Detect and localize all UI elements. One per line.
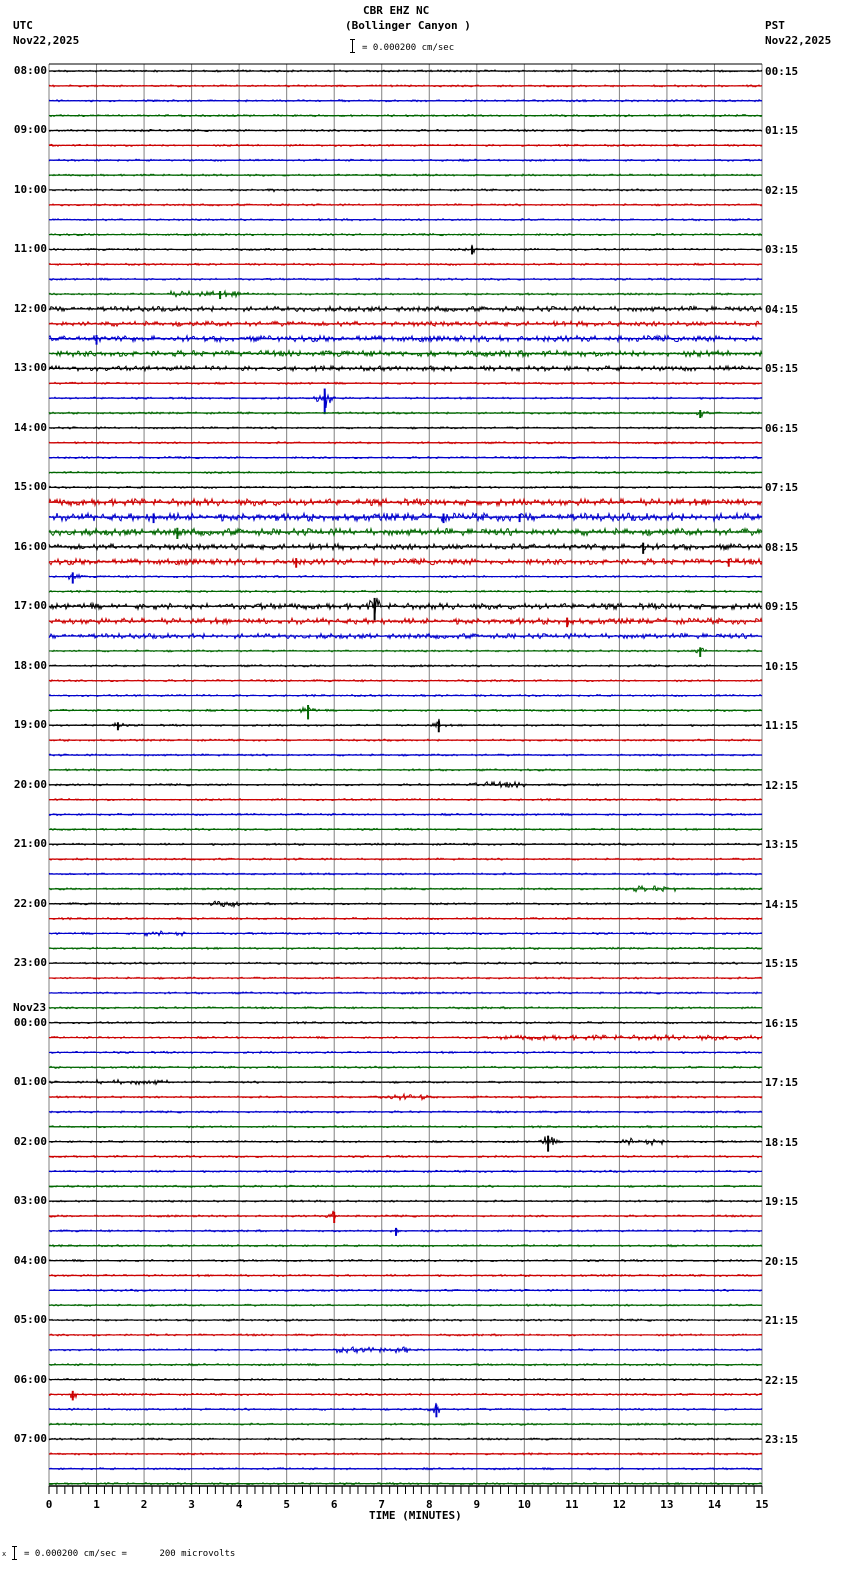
- utc-hour-label: 12:00: [13, 301, 47, 315]
- seismic-trace: [49, 1022, 762, 1024]
- seismic-trace: [49, 1245, 762, 1247]
- utc-hour-label: 10:00: [13, 182, 47, 196]
- x-tick-label: 15: [755, 1498, 769, 1511]
- seismic-trace: [49, 486, 762, 488]
- seismic-trace: [49, 665, 762, 667]
- x-tick-label: 2: [140, 1498, 148, 1511]
- seismic-trace: [49, 719, 762, 727]
- left-timezone: UTC: [13, 19, 33, 32]
- utc-hour-label: 11:00: [13, 242, 47, 256]
- utc-hour-label: 22:00: [13, 896, 47, 910]
- seismic-trace: [49, 130, 762, 132]
- footer-scale-text: = 0.000200 cm/sec = 200 microvolts: [24, 1549, 236, 1559]
- seismic-trace: [49, 1334, 762, 1336]
- seismic-trace: [49, 1347, 762, 1353]
- utc-hour-label: 06:00: [13, 1372, 47, 1386]
- seismic-trace: [49, 1438, 762, 1440]
- pst-hour-label: 11:15: [765, 719, 799, 733]
- seismic-trace: [49, 1200, 762, 1202]
- pst-hour-label: 16:15: [765, 1016, 799, 1030]
- right-date: Nov22,2025: [765, 34, 832, 47]
- pst-hour-label: 03:15: [765, 243, 799, 257]
- seismic-trace: [49, 457, 762, 459]
- pst-hour-label: 02:15: [765, 183, 799, 197]
- seismic-trace: [49, 695, 762, 697]
- seismic-trace: [49, 234, 762, 236]
- utc-hour-label: 15:00: [13, 480, 47, 494]
- seismic-trace: [49, 1185, 762, 1187]
- pst-hour-label: 00:15: [765, 65, 799, 78]
- x-axis-label: TIME (MINUTES): [369, 1509, 462, 1522]
- utc-hour-label: 08:00: [13, 64, 47, 77]
- seismic-trace: [49, 931, 762, 936]
- seismic-trace: [49, 390, 762, 408]
- pst-hour-label: 20:15: [765, 1254, 799, 1268]
- seismic-trace: [49, 1260, 762, 1262]
- seismic-trace: [49, 204, 762, 206]
- seismic-trace: [49, 1483, 762, 1485]
- x-tick-label: 8: [425, 1498, 433, 1511]
- pst-hour-label: 01:15: [765, 124, 799, 138]
- x-tick-label: 1: [93, 1498, 100, 1511]
- seismic-trace: [49, 739, 762, 741]
- utc-hour-label: 20:00: [13, 777, 47, 791]
- seismic-trace: [49, 1453, 762, 1455]
- pst-hour-label: 15:15: [765, 957, 799, 971]
- x-tick-label: 10: [517, 1498, 531, 1511]
- pst-hour-label: 17:15: [765, 1076, 799, 1090]
- seismic-trace: [49, 1403, 762, 1413]
- utc-hour-label: 23:00: [13, 956, 47, 970]
- utc-hour-label: 02:00: [13, 1134, 47, 1148]
- pst-hour-label: 22:15: [765, 1373, 799, 1387]
- utc-hour-label: 16:00: [13, 539, 47, 553]
- seismic-trace: [49, 1137, 762, 1146]
- utc-hour-label: 05:00: [13, 1313, 47, 1327]
- seismic-trace: [49, 799, 762, 801]
- seismic-trace: [49, 1289, 762, 1291]
- x-tick-label: 6: [330, 1498, 338, 1511]
- pst-hour-label: 05:15: [765, 362, 799, 376]
- right-timezone: PST: [765, 19, 785, 32]
- x-tick-label: 4: [235, 1498, 243, 1511]
- x-tick-label: 7: [378, 1498, 386, 1511]
- footer-scale-bar-icon: [14, 1546, 15, 1560]
- pst-hour-label: 08:15: [765, 540, 799, 554]
- pst-hour-label: 06:15: [765, 421, 799, 435]
- seismic-trace: [49, 1156, 762, 1158]
- pst-hour-label: 19:15: [765, 1195, 799, 1209]
- pst-hour-label: 10:15: [765, 659, 799, 673]
- seismic-trace: [49, 382, 762, 384]
- seismic-trace: [49, 1379, 762, 1381]
- seismic-trace: [49, 680, 762, 682]
- utc-hour-label: 01:00: [13, 1075, 47, 1089]
- pst-hour-label: 13:15: [765, 838, 799, 852]
- utc-hour-label: 03:00: [13, 1194, 47, 1208]
- utc-hour-label: 21:00: [13, 837, 47, 851]
- seismic-trace: [49, 544, 762, 550]
- x-tick-label: 11: [565, 1498, 579, 1511]
- seismic-trace: [49, 828, 762, 830]
- seismic-trace: [49, 245, 762, 253]
- seismic-trace: [49, 1211, 762, 1218]
- seismic-trace: [49, 1468, 762, 1470]
- x-tick-label: 9: [473, 1498, 481, 1511]
- seismic-trace: [49, 100, 762, 102]
- utc-hour-label: 18:00: [13, 658, 47, 672]
- seismic-trace: [49, 1423, 762, 1425]
- seismic-trace: [49, 1111, 762, 1113]
- seismic-trace: [49, 70, 762, 72]
- pst-hour-label: 18:15: [765, 1135, 799, 1149]
- seismic-trace: [49, 263, 762, 265]
- station-location: (Bollinger Canyon ): [345, 19, 471, 32]
- seismic-trace: [49, 1007, 762, 1009]
- seismic-trace: [49, 278, 762, 280]
- pst-hour-label: 23:15: [765, 1433, 799, 1447]
- seismic-trace: [49, 918, 762, 920]
- seismic-trace: [49, 858, 762, 860]
- pst-hour-label: 21:15: [765, 1314, 799, 1328]
- seismic-trace: [49, 321, 762, 326]
- x-tick-label: 13: [660, 1498, 674, 1511]
- seismic-trace: [49, 159, 762, 161]
- utc-hour-label: 00:00: [13, 1015, 47, 1029]
- seismic-trace: [49, 1304, 762, 1306]
- seismic-trace: [49, 754, 762, 756]
- x-tick-label: 3: [188, 1498, 195, 1511]
- pst-hour-label: 14:15: [765, 897, 799, 911]
- utc-hour-label: 07:00: [13, 1432, 47, 1446]
- seismic-trace: [49, 814, 762, 816]
- seismic-trace: [49, 427, 762, 429]
- footer-scale-prefix: x: [2, 1550, 7, 1558]
- x-tick-label: 12: [612, 1498, 627, 1511]
- seismic-trace: [49, 962, 762, 964]
- utc-hour-label: 13:00: [13, 361, 47, 375]
- utc-hour-label: 04:00: [13, 1253, 47, 1267]
- x-tick-label: 0: [45, 1498, 53, 1511]
- left-date: Nov22,2025: [13, 34, 80, 47]
- x-tick-label: 14: [707, 1498, 722, 1511]
- seismic-trace: [49, 618, 762, 625]
- seismic-trace: [49, 947, 762, 949]
- header-scale-text: = 0.000200 cm/sec: [362, 43, 455, 53]
- utc-hour-label: 17:00: [13, 599, 47, 613]
- seismic-trace: [49, 144, 762, 146]
- station-title: CBR EHZ NC: [363, 4, 430, 17]
- seismic-trace: [49, 219, 762, 221]
- pst-hour-label: 09:15: [765, 600, 799, 614]
- seismic-trace: [49, 1051, 762, 1053]
- seismic-trace: [49, 1364, 762, 1366]
- x-tick-label: 5: [283, 1498, 290, 1511]
- pst-hour-label: 04:15: [765, 302, 799, 316]
- date-change-label: Nov23: [13, 1000, 47, 1014]
- pst-hour-label: 12:15: [765, 778, 799, 792]
- utc-hour-label: 09:00: [13, 123, 47, 137]
- utc-hour-label: 19:00: [13, 718, 47, 732]
- pst-hour-label: 07:15: [765, 481, 799, 495]
- utc-hour-label: 14:00: [13, 420, 47, 434]
